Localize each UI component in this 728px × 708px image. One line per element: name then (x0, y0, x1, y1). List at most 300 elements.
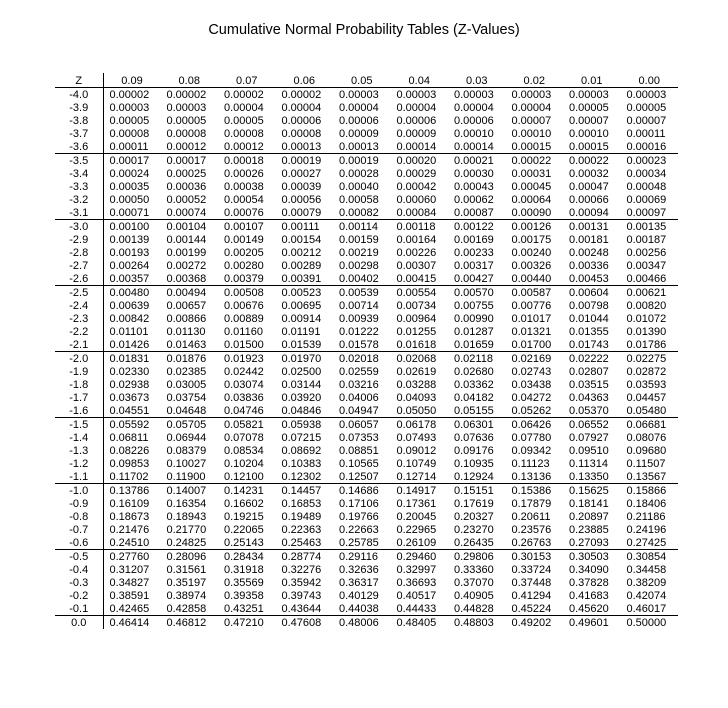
probability-cell: 0.04272 (511, 391, 552, 404)
probability-cell: 0.47210 (224, 616, 264, 629)
probability-cell: 0.03593 (626, 378, 667, 391)
table-row (55, 206, 678, 220)
probability-cell: 0.00842 (109, 312, 150, 325)
probability-cell: 0.05821 (224, 418, 264, 431)
probability-cell: 0.09853 (109, 457, 150, 470)
probability-cell: 0.05938 (281, 418, 322, 431)
table-row (55, 180, 678, 193)
probability-cell: 0.00006 (281, 114, 322, 127)
probability-cell: 0.50000 (626, 616, 667, 629)
z-value-cell: 0.0 (55, 616, 103, 630)
probability-cell: 0.26109 (396, 536, 437, 549)
probability-cell: 0.00122 (454, 220, 494, 233)
probability-cell: 0.00076 (224, 206, 264, 219)
probability-cell: 0.00058 (339, 193, 379, 206)
probability-cell: 0.22065 (224, 523, 264, 536)
probability-cell: 0.00368 (166, 272, 207, 285)
probability-cell: 0.00017 (109, 154, 150, 167)
probability-cell: 0.01876 (166, 352, 207, 365)
z-value-cell: -1.8 (55, 378, 103, 391)
probability-cell: 0.00256 (626, 246, 667, 259)
probability-cell: 0.07215 (281, 431, 322, 444)
probability-cell: 0.00734 (396, 299, 437, 312)
probability-cell: 0.02442 (224, 365, 264, 378)
table-row (55, 576, 678, 589)
z-value-cell: -3.9 (55, 101, 103, 114)
probability-cell: 0.01539 (281, 338, 322, 351)
probability-cell: 0.00164 (396, 233, 437, 246)
probability-cell: 0.00008 (281, 127, 322, 140)
probability-cell: 0.29460 (396, 550, 437, 563)
probability-cell: 0.00114 (339, 220, 378, 233)
z-value-cell: -0.8 (55, 510, 103, 523)
probability-cell: 0.04006 (339, 391, 379, 404)
probability-cell: 0.00264 (109, 259, 150, 272)
probability-cell: 0.04947 (339, 404, 379, 417)
probability-cell: 0.00169 (454, 233, 494, 246)
probability-cell: 0.00082 (339, 206, 379, 219)
probability-cell: 0.00866 (166, 312, 207, 325)
column-header: 0.04 (408, 74, 430, 87)
probability-cell: 0.00003 (339, 88, 379, 101)
probability-cell: 0.29806 (454, 550, 494, 563)
probability-cell: 0.02938 (109, 378, 150, 391)
probability-cell: 0.01578 (339, 338, 379, 351)
probability-cell: 0.00043 (454, 180, 494, 193)
probability-cell: 0.00006 (339, 114, 379, 127)
probability-cell: 0.02500 (281, 365, 322, 378)
probability-cell: 0.00071 (109, 206, 150, 219)
probability-cell: 0.01044 (569, 312, 609, 325)
probability-cell: 0.28774 (281, 550, 322, 563)
probability-cell: 0.00226 (396, 246, 437, 259)
probability-cell: 0.04846 (281, 404, 322, 417)
probability-cell: 0.00914 (281, 312, 322, 325)
probability-cell: 0.00003 (626, 88, 667, 101)
probability-cell: 0.00657 (166, 299, 207, 312)
probability-cell: 0.00307 (396, 259, 437, 272)
probability-cell: 0.15386 (511, 484, 552, 497)
probability-cell: 0.00427 (454, 272, 494, 285)
probability-cell: 0.17619 (454, 497, 494, 510)
probability-cell: 0.00004 (454, 101, 494, 114)
probability-cell: 0.22965 (396, 523, 437, 536)
probability-cell: 0.00187 (626, 233, 667, 246)
probability-cell: 0.00004 (224, 101, 264, 114)
probability-cell: 0.15151 (454, 484, 494, 497)
probability-cell: 0.05050 (396, 404, 437, 417)
probability-cell: 0.02018 (339, 352, 379, 365)
probability-cell: 0.00079 (281, 206, 322, 219)
probability-cell: 0.00272 (166, 259, 207, 272)
probability-cell: 0.25785 (339, 536, 379, 549)
probability-cell: 0.01287 (454, 325, 494, 338)
table-row (55, 457, 678, 470)
probability-cell: 0.16354 (166, 497, 207, 510)
probability-cell: 0.19489 (281, 510, 322, 523)
probability-cell: 0.00889 (224, 312, 264, 325)
probability-cell: 0.16109 (109, 497, 150, 510)
probability-cell: 0.00094 (569, 206, 609, 219)
probability-cell: 0.00695 (281, 299, 322, 312)
probability-cell: 0.06178 (396, 418, 437, 431)
probability-cell: 0.44828 (454, 602, 494, 615)
probability-cell: 0.00008 (166, 127, 207, 140)
probability-cell: 0.18943 (166, 510, 207, 523)
probability-cell: 0.00022 (569, 154, 609, 167)
probability-cell: 0.33360 (454, 563, 494, 576)
probability-cell: 0.00009 (396, 127, 437, 140)
probability-cell: 0.00755 (454, 299, 494, 312)
probability-cell: 0.00052 (166, 193, 207, 206)
probability-cell: 0.37448 (511, 576, 552, 589)
probability-cell: 0.00005 (224, 114, 264, 127)
probability-cell: 0.09342 (511, 444, 552, 457)
probability-cell: 0.14917 (396, 484, 437, 497)
probability-cell: 0.09680 (626, 444, 667, 457)
table-row (55, 602, 678, 616)
probability-cell: 0.15866 (626, 484, 667, 497)
probability-cell: 0.00570 (454, 286, 494, 299)
probability-cell: 0.19766 (339, 510, 379, 523)
probability-cell: 0.00064 (511, 193, 552, 206)
table-row (55, 325, 678, 338)
probability-cell: 0.08851 (339, 444, 379, 457)
probability-cell: 0.02222 (569, 352, 609, 365)
probability-cell: 0.12714 (396, 470, 437, 483)
probability-cell: 0.00154 (281, 233, 322, 246)
probability-cell: 0.39358 (224, 589, 264, 602)
z-column-header: Z (55, 73, 103, 88)
probability-cell: 0.02385 (166, 365, 207, 378)
z-value-cell: -3.8 (55, 114, 103, 127)
probability-cell: 0.00040 (339, 180, 379, 193)
table-row (55, 418, 678, 432)
probability-cell: 0.00181 (569, 233, 609, 246)
probability-cell: 0.42074 (626, 589, 667, 602)
probability-cell: 0.24510 (109, 536, 150, 549)
probability-cell: 0.00097 (626, 206, 667, 219)
probability-cell: 0.03144 (281, 378, 322, 391)
probability-cell: 0.00104 (166, 220, 207, 233)
probability-cell: 0.08534 (224, 444, 264, 457)
probability-cell: 0.01659 (454, 338, 494, 351)
probability-cell: 0.33724 (511, 563, 552, 576)
probability-cell: 0.06426 (511, 418, 552, 431)
probability-cell: 0.00002 (224, 88, 264, 101)
probability-cell: 0.00336 (569, 259, 609, 272)
probability-cell: 0.00402 (339, 272, 379, 285)
probability-cell: 0.45620 (569, 602, 609, 615)
z-value-cell: -3.4 (55, 167, 103, 180)
probability-cell: 0.13136 (511, 470, 552, 483)
probability-cell: 0.22663 (339, 523, 379, 536)
probability-cell: 0.09510 (569, 444, 609, 457)
probability-cell: 0.35197 (166, 576, 207, 589)
z-value-cell: -0.3 (55, 576, 103, 589)
probability-cell: 0.00199 (166, 246, 207, 259)
probability-cell: 0.00054 (224, 193, 264, 206)
probability-cell: 0.00020 (396, 154, 437, 167)
probability-cell: 0.00069 (626, 193, 667, 206)
probability-cell: 0.16602 (224, 497, 264, 510)
probability-cell: 0.01160 (224, 325, 263, 338)
probability-cell: 0.21770 (166, 523, 207, 536)
probability-cell: 0.00007 (569, 114, 609, 127)
z-value-cell: -2.2 (55, 325, 103, 338)
probability-cell: 0.00005 (109, 114, 150, 127)
z-value-cell: -4.0 (55, 88, 103, 102)
probability-cell: 0.00002 (281, 88, 322, 101)
probability-cell: 0.00029 (396, 167, 437, 180)
table-header-row (55, 73, 678, 88)
probability-cell: 0.03515 (569, 378, 609, 391)
probability-cell: 0.00036 (166, 180, 207, 193)
probability-cell: 0.08379 (166, 444, 207, 457)
probability-cell: 0.04457 (626, 391, 667, 404)
probability-cell: 0.31561 (166, 563, 207, 576)
table-row (55, 101, 678, 114)
z-value-cell: -2.5 (55, 286, 103, 300)
probability-cell: 0.00025 (166, 167, 207, 180)
probability-cell: 0.00062 (454, 193, 494, 206)
probability-cell: 0.49202 (511, 616, 552, 629)
probability-cell: 0.00011 (626, 127, 666, 140)
probability-cell: 0.21186 (626, 510, 666, 523)
z-value-cell: -2.3 (55, 312, 103, 325)
probability-cell: 0.03836 (224, 391, 264, 404)
probability-cell: 0.00038 (224, 180, 264, 193)
probability-cell: 0.00019 (281, 154, 322, 167)
probability-cell: 0.48803 (454, 616, 494, 629)
z-value-cell: -0.7 (55, 523, 103, 536)
probability-cell: 0.00131 (569, 220, 609, 233)
table-row (55, 127, 678, 140)
probability-cell: 0.00587 (511, 286, 552, 299)
probability-cell: 0.11507 (626, 457, 666, 470)
probability-cell: 0.07078 (224, 431, 264, 444)
probability-cell: 0.00317 (454, 259, 494, 272)
probability-cell: 0.17106 (339, 497, 379, 510)
z-value-cell: -3.6 (55, 140, 103, 154)
table-row (55, 299, 678, 312)
probability-cell: 0.00084 (396, 206, 437, 219)
probability-cell: 0.01017 (511, 312, 552, 325)
z-value-cell: -1.7 (55, 391, 103, 404)
probability-cell: 0.06944 (166, 431, 207, 444)
probability-cell: 0.02275 (626, 352, 667, 365)
z-value-cell: -0.6 (55, 536, 103, 550)
probability-cell: 0.00007 (626, 114, 667, 127)
z-value-cell: -1.6 (55, 404, 103, 418)
probability-cell: 0.00016 (626, 140, 667, 153)
probability-cell: 0.02559 (339, 365, 379, 378)
probability-cell: 0.02169 (511, 352, 552, 365)
table-row (55, 523, 678, 536)
table-row (55, 140, 678, 154)
probability-cell: 0.00028 (339, 167, 379, 180)
probability-cell: 0.00013 (281, 140, 322, 153)
probability-cell: 0.01101 (109, 325, 149, 338)
column-header: 0.02 (523, 74, 545, 87)
probability-cell: 0.00015 (511, 140, 552, 153)
probability-cell: 0.20327 (454, 510, 494, 523)
probability-cell: 0.00021 (454, 154, 494, 167)
probability-cell: 0.00453 (569, 272, 609, 285)
probability-cell: 0.02680 (454, 365, 494, 378)
probability-cell: 0.01222 (339, 325, 379, 338)
column-header: 0.03 (466, 74, 488, 87)
probability-cell: 0.00090 (511, 206, 552, 219)
probability-cell: 0.37070 (454, 576, 494, 589)
probability-cell: 0.04746 (224, 404, 264, 417)
probability-cell: 0.12924 (454, 470, 494, 483)
probability-cell: 0.05370 (569, 404, 609, 417)
probability-cell: 0.40905 (454, 589, 494, 602)
probability-cell: 0.01923 (224, 352, 264, 365)
probability-cell: 0.40129 (339, 589, 379, 602)
probability-cell: 0.00045 (511, 180, 552, 193)
z-value-cell: -1.0 (55, 484, 103, 498)
probability-cell: 0.03438 (511, 378, 552, 391)
probability-cell: 0.29116 (339, 550, 378, 563)
probability-cell: 0.27760 (109, 550, 150, 563)
probability-cell: 0.00023 (626, 154, 667, 167)
z-table (55, 73, 678, 629)
probability-cell: 0.00048 (626, 180, 667, 193)
probability-cell: 0.05155 (454, 404, 494, 417)
probability-cell: 0.00010 (511, 127, 552, 140)
probability-cell: 0.06811 (109, 431, 149, 444)
probability-cell: 0.34458 (626, 563, 667, 576)
probability-cell: 0.28096 (166, 550, 207, 563)
probability-cell: 0.00248 (569, 246, 609, 259)
probability-cell: 0.02743 (511, 365, 552, 378)
probability-cell: 0.36317 (339, 576, 379, 589)
probability-cell: 0.42858 (166, 602, 207, 615)
probability-cell: 0.00006 (454, 114, 494, 127)
table-row (55, 470, 678, 484)
probability-cell: 0.07493 (396, 431, 437, 444)
probability-cell: 0.03288 (396, 378, 437, 391)
probability-cell: 0.04182 (454, 391, 494, 404)
probability-cell: 0.03362 (454, 378, 494, 391)
table-row (55, 536, 678, 550)
table-row (55, 193, 678, 206)
probability-cell: 0.12302 (281, 470, 322, 483)
table-row (55, 484, 678, 498)
probability-cell: 0.13786 (109, 484, 150, 497)
table-row (55, 510, 678, 523)
probability-cell: 0.00379 (224, 272, 264, 285)
column-header: 0.07 (236, 74, 258, 87)
z-value-cell: -0.4 (55, 563, 103, 576)
z-value-cell: -2.8 (55, 246, 103, 259)
probability-cell: 0.00280 (224, 259, 264, 272)
probability-cell: 0.00031 (511, 167, 552, 180)
probability-cell: 0.01072 (626, 312, 667, 325)
probability-cell: 0.00032 (569, 167, 609, 180)
probability-cell: 0.00159 (339, 233, 379, 246)
probability-cell: 0.06057 (339, 418, 379, 431)
probability-cell: 0.00002 (109, 88, 150, 101)
probability-cell: 0.04551 (109, 404, 150, 417)
probability-cell: 0.48006 (339, 616, 379, 629)
probability-cell: 0.25463 (281, 536, 322, 549)
z-value-cell: -1.5 (55, 418, 103, 432)
probability-cell: 0.05480 (626, 404, 667, 417)
probability-cell: 0.00298 (339, 259, 379, 272)
probability-cell: 0.10027 (166, 457, 207, 470)
probability-cell: 0.09012 (396, 444, 437, 457)
probability-cell: 0.00233 (454, 246, 494, 259)
probability-cell: 0.39743 (281, 589, 322, 602)
z-value-cell: -2.7 (55, 259, 103, 272)
probability-cell: 0.00107 (224, 220, 264, 233)
probability-cell: 0.02872 (626, 365, 667, 378)
probability-cell: 0.38591 (109, 589, 150, 602)
probability-cell: 0.28434 (224, 550, 264, 563)
probability-cell: 0.18406 (626, 497, 667, 510)
probability-cell: 0.00193 (109, 246, 150, 259)
probability-cell: 0.10383 (281, 457, 322, 470)
table-row (55, 246, 678, 259)
probability-cell: 0.00391 (281, 272, 322, 285)
probability-cell: 0.23270 (454, 523, 494, 536)
probability-cell: 0.02118 (454, 352, 493, 365)
probability-cell: 0.36693 (396, 576, 437, 589)
probability-cell: 0.06552 (569, 418, 609, 431)
probability-cell: 0.00003 (166, 101, 207, 114)
probability-cell: 0.35569 (224, 576, 264, 589)
table-row (55, 550, 678, 564)
probability-cell: 0.15625 (569, 484, 609, 497)
probability-cell: 0.32636 (339, 563, 379, 576)
probability-cell: 0.00008 (224, 127, 264, 140)
probability-cell: 0.38209 (626, 576, 667, 589)
probability-cell: 0.49601 (569, 616, 609, 629)
probability-cell: 0.00003 (454, 88, 494, 101)
probability-cell: 0.00466 (626, 272, 667, 285)
probability-cell: 0.31207 (109, 563, 150, 576)
z-value-cell: -3.5 (55, 154, 103, 168)
probability-cell: 0.17879 (511, 497, 552, 510)
probability-cell: 0.00074 (166, 206, 207, 219)
probability-cell: 0.00024 (109, 167, 150, 180)
probability-cell: 0.00440 (511, 272, 552, 285)
table-row (55, 167, 678, 180)
probability-cell: 0.44433 (396, 602, 437, 615)
probability-cell: 0.34827 (109, 576, 150, 589)
column-header: 0.05 (351, 74, 373, 87)
probability-cell: 0.43251 (224, 602, 264, 615)
probability-cell: 0.19215 (224, 510, 264, 523)
table-row (55, 259, 678, 272)
probability-cell: 0.46414 (109, 616, 150, 629)
table-row (55, 272, 678, 286)
probability-cell: 0.27425 (626, 536, 667, 549)
probability-cell: 0.26435 (454, 536, 494, 549)
probability-cell: 0.00010 (454, 127, 494, 140)
probability-cell: 0.01355 (569, 325, 609, 338)
probability-cell: 0.06681 (626, 418, 667, 431)
probability-cell: 0.31918 (224, 563, 264, 576)
probability-cell: 0.00480 (109, 286, 150, 299)
probability-cell: 0.00135 (626, 220, 667, 233)
probability-cell: 0.00212 (281, 246, 322, 259)
probability-cell: 0.01700 (511, 338, 552, 351)
z-value-cell: -0.5 (55, 550, 103, 564)
